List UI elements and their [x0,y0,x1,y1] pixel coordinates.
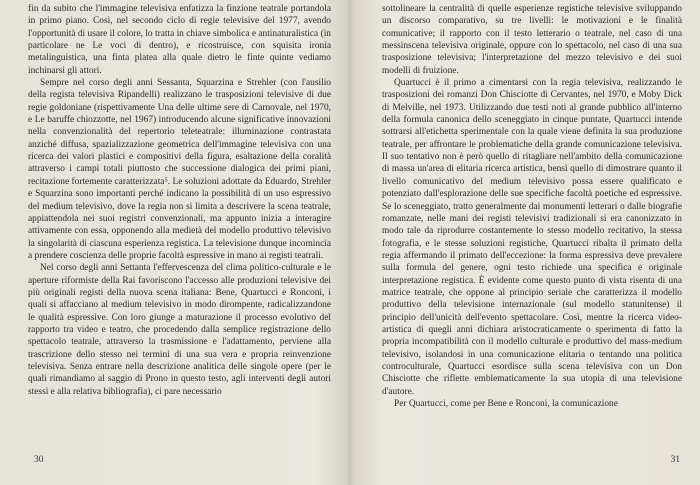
right-page-number: 31 [670,455,680,465]
right-page-text [382,3,682,410]
right-page [351,0,700,485]
left-page [0,0,349,485]
right-paragraph: sottolineare la centralità di quelle esperienze registiche televisive sviluppando un discorso comparativo, su tre livelli: le motivazioni e le finalità comunicative; il rapporto con il testo letterario o teatrale, nel caso di una messinscena televisiva originale, oppure con lo spettacolo, nel caso di una sua trasposizione televisiva; l'interpretazione del mezzo televisivo e dei suoi modelli di fruizione. [382,4,682,76]
right-paragraph: Quartucci è il primo a cimentarsi con la regia televisiva, realizzando le trasposizioni dei romanzi Don Chisciotte di Cervantes, nel 1970, e Moby Dick di Melville, nel 1973. Utilizzando due testi noti al grande pubblico all'interno della formula canonica dello sceneggiato in cinque puntate, Quartucci intende sottrarsi all'etichetta sperimentale con la quale viene definita la sua produzione teatrale, per affrontare le problematiche della grande comunicazione televisiva. Il suo tentativo non è però quello di ritagliare nell'ambito della comunicazione di massa un'area di elitaria ricerca artistica, bensì quello di dimostrare quanto il livello comunicativo del medium televisivo possa essere qualificato e potenziato dall'esplorazione delle sue specifiche facoltà poetiche ed espressive. Se lo sceneggiato, tratto generalmente dai monumenti letterari o dalle biografie romanzate, nelle mani dei registi televisivi tradizionali si era canonizzato in modo tale da riprodurre costantemente lo stesso modello recitativo, la stessa fotografia, e le stesse soluzioni registiche, Quartucci ribalta il primato della regia affermando il primato dell'eccezione: la forma espressiva deve prevalere sulla formula del genere, ogni testo richiede una specifica e originale interpretazione registica. È evidente come questo punto di vista risenta di una matrice teatrale, che oppone al principio seriale che caratterizza il modello produttivo della televisione internazionale (sul modello statunitense) il principio dell'unicità dell'evento spettacolare. Così, mentre la ricerca video-artistica di quegli anni dichiara aristocraticamente o sperimenta di fatto la propria incompatibilità con il modello culturale e produttivo del mass-medium televisivo, isolandosi in una comunicazione elitaria o tentando una politica controculturale, Quartucci esordisce sulla scena televisiva con un Don Chisciotte che riflette emblematicamente la sua utopia di una televisione d'autore. [382,78,682,397]
left-paragraph: fin da subito che l'immagine televisiva enfatizza la finzione teatrale portandola in primo piano. Così, nel secondo ciclo di regie televisive del 1977, avendo l'opportunità di usare il colore, lo tratta in chiave simbolica e antinaturalistica (in particolare ne Le voci di dentro), e ricostruisce, con squisita ironia metalinguistica, una finta platea alla quale dietro le finte quinte vediamo inchinarsi gli attori. [28,4,331,76]
right-paragraph: Per Quartucci, come per Bene e Ronconi, la comunicazione [394,399,618,409]
left-paragraph: Nel corso degli anni Settanta l'effervescenza del clima politico-culturale e le aperture riformiste della Rai favoriscono l'accesso alle produzioni televisive dei più originali registi della nuova scena italiana: Bene, Quartucci e Ronconi, i quali si affacciano al medium televisivo in modo dirompente, radicalizzandone le qualità espressive. Con loro giunge a maturazione il processo evolutivo del rapporto tra video e teatro, che procedendo dalla semplice registrazione dello spettacolo teatrale, attraverso la trasmissione e l'adattamento, perviene alla trascrizione dello stesso nei termini di una sua vera e propria reinvenzione televisiva. Senza entrare nella descrizione analitica delle singole opere (per le quali rimandiamo al saggio di Prono in questo testo, agli interventi degli autori stessi e alla relativa bibliografia), ci pare necessario [28,263,331,397]
left-page-text [28,3,331,398]
left-page-number: 30 [34,455,44,465]
left-paragraph: Sempre nel corso degli anni Sessanta, Squarzina e Strehler (con l'ausilio della regista televisiva Ripandelli) realizzano le trasposizioni televisive di due regie goldoniane (rispettivamente Una delle ultime sere di Carnovale, nel 1970, e Le baruffe chiozzotte, nel 1967) introducendo alcune significative innovazioni nella convenzionalità del repertorio teleteatrale: illuminazione contrastata anziché diffusa, spazializzazione geometrica dell'immagine televisiva con una ricerca dei valori plastici e compositivi della figura, esaltazione della coralità attraverso i campi totali piuttosto che successione dialogica dei primi piani, recitazione fortemente caratterizzata⁵. Le soluzioni adottate da Eduardo, Strehler e Squarzina sono importanti perché indicano la possibilità di un uso espressivo del medium televisivo, dove la regia non si limita a descrivere la scena teatrale, appiattendola nei suoi registri convenzionali, ma appunto inizia a interagire attivamente con essa, opponendo alla medietà del modello produttivo televisivo la singolarità di ciascuna esperienza registica. La televisione dunque incomincia a prendere coscienza delle proprie facoltà espressive in mano ai registi teatrali. [28,78,331,261]
